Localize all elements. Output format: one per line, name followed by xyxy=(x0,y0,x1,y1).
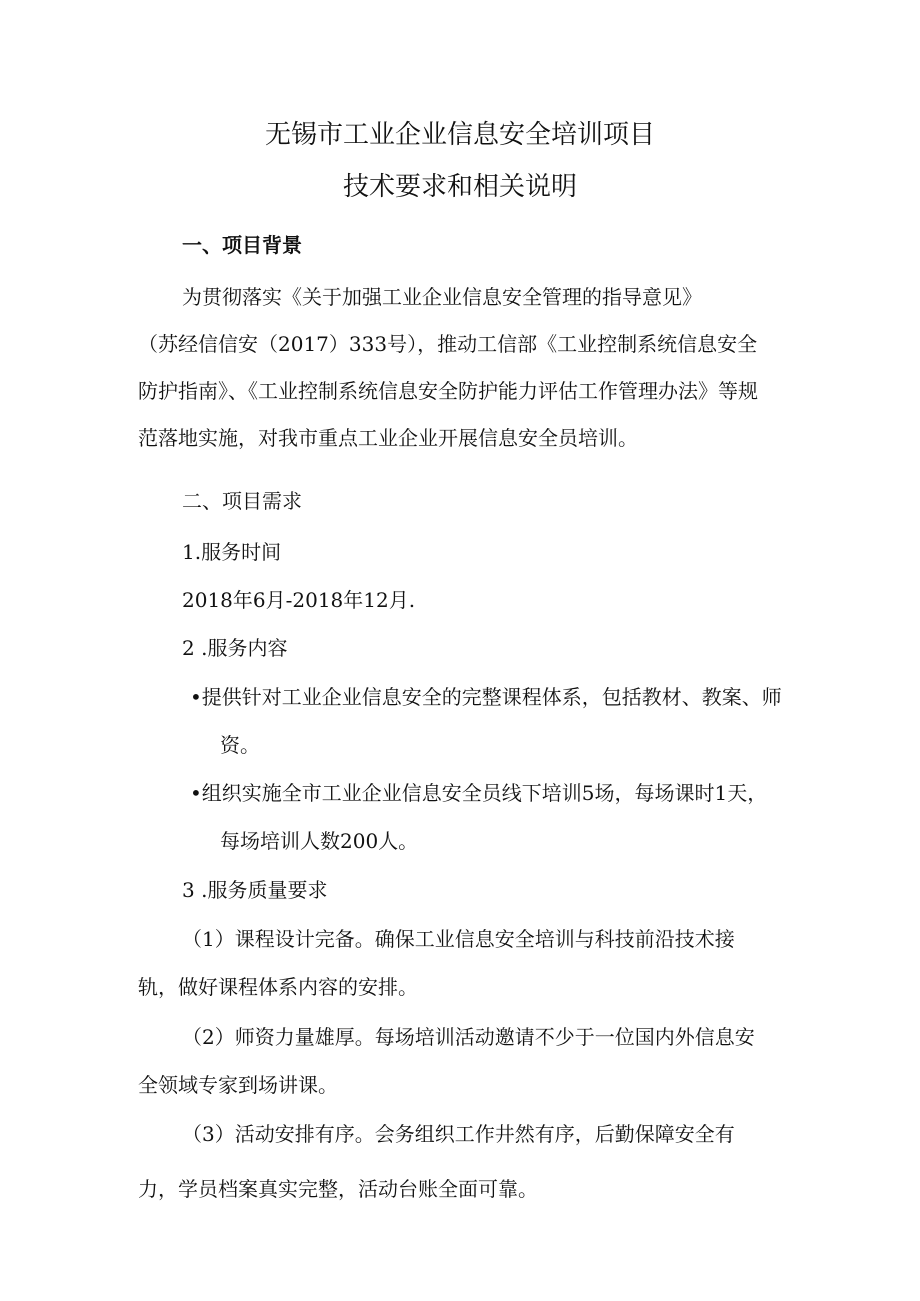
section1-paragraph-line3: 防护指南》、《工业控制系统信息安全防护能力评估工作管理办法》等规 xyxy=(138,379,758,403)
section2-heading: 二、项目需求 xyxy=(182,489,302,513)
bullet2-line2: 每场培训人数200人。 xyxy=(220,829,419,853)
item3-heading: 3 .服务质量要求 xyxy=(182,878,328,902)
requirement3-line2: 力，学员档案真实完整，活动台账全面可靠。 xyxy=(138,1177,538,1201)
requirement2-line2: 全领域专家到场讲课。 xyxy=(138,1073,338,1097)
section1-paragraph-line1: 为贯彻落实《关于加强工业企业信息安全管理的指导意见》 xyxy=(182,285,702,309)
requirement2-line1: （2）师资力量雄厚。每场培训活动邀请不少于一位国内外信息安 xyxy=(182,1025,755,1049)
requirement1-line1: （1）课程设计完备。确保工业信息安全培训与科技前沿技术接 xyxy=(182,927,735,951)
item1-heading: 1.服务时间 xyxy=(182,540,282,564)
section1-paragraph-line4: 范落地实施，对我市重点工业企业开展信息安全员培训。 xyxy=(138,426,638,450)
bullet2-line1: •组织实施全市工业企业信息安全员线下培训5场，每场课时1天， xyxy=(190,781,768,805)
section1-paragraph-line2: （苏经信信安（2017）333号），推动工信部《工业控制系统信息安全 xyxy=(138,332,758,356)
item2-heading: 2 .服务内容 xyxy=(182,636,288,660)
requirement3-line1: （3）活动安排有序。会务组织工作井然有序，后勤保障安全有 xyxy=(182,1122,735,1146)
document-title-line2: 技术要求和相关说明 xyxy=(342,172,577,202)
requirement1-line2: 轨，做好课程体系内容的安排。 xyxy=(138,975,418,999)
bullet1-line1: •提供针对工业企业信息安全的完整课程体系，包括教材、教案、师 xyxy=(190,685,782,709)
item1-text: 2018年6月-2018年12月. xyxy=(182,588,416,612)
bullet1-line2: 资。 xyxy=(220,733,260,757)
section1-heading: 一、项目背景 xyxy=(182,233,302,257)
document-title-line1: 无锡市工业企业信息安全培训项目 xyxy=(264,120,655,150)
